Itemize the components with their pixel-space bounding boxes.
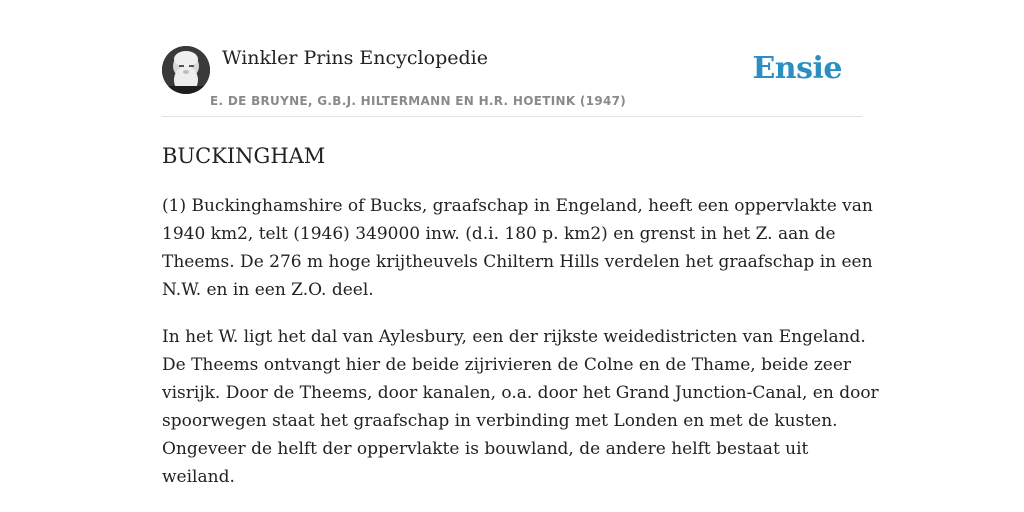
site-header bbox=[162, 0, 862, 117]
portrait-icon bbox=[162, 46, 210, 94]
paragraph-line: Ongeveer de helft der oppervlakte is bouwland, de andere helft bestaat uit bbox=[162, 439, 809, 459]
paragraph-line: 1940 km2, telt (1946) 349000 inw. (d.i. 180 p. km2) en grenst in het Z. aan de bbox=[162, 224, 836, 244]
avatar[interactable] bbox=[162, 46, 210, 94]
paragraph-line: De Theems ontvangt hier de beide zijrivieren de Colne en de Thame, beide zeer bbox=[162, 355, 852, 375]
paragraph-line: In het W. ligt het dal van Aylesbury, een der rijkste weidedistricten van Engeland. bbox=[162, 327, 866, 347]
site-name[interactable]: Winkler Prins Encyclopedie bbox=[222, 47, 488, 69]
content-column bbox=[162, 0, 879, 487]
entry-title: BUCKINGHAM bbox=[162, 144, 326, 168]
authors-byline: E. DE BRUYNE, G.B.J. HILTERMANN EN H.R. HOETINK (1947) bbox=[210, 94, 627, 108]
paragraph-line: N.W. en in een Z.O. deel. bbox=[162, 280, 374, 300]
brand-logo[interactable]: Ensie bbox=[752, 51, 842, 86]
paragraph-line: weiland. bbox=[162, 467, 235, 487]
paragraph-line: Theems. De 276 m hoge krijtheuvels Chiltern Hills verdelen het graafschap in een bbox=[162, 252, 873, 272]
entry-paragraph-2 bbox=[162, 323, 879, 491]
paragraph-line: visrijk. Door de Theems, door kanalen, o.a. door het Grand Junction-Canal, en door bbox=[162, 383, 879, 403]
paragraph-line: (1) Buckinghamshire of Bucks, graafschap in Engeland, heeft een oppervlakte van bbox=[162, 196, 873, 216]
entry-paragraph-1 bbox=[162, 192, 873, 304]
paragraph-line: spoorwegen staat het graafschap in verbinding met Londen en met de kusten. bbox=[162, 411, 838, 431]
